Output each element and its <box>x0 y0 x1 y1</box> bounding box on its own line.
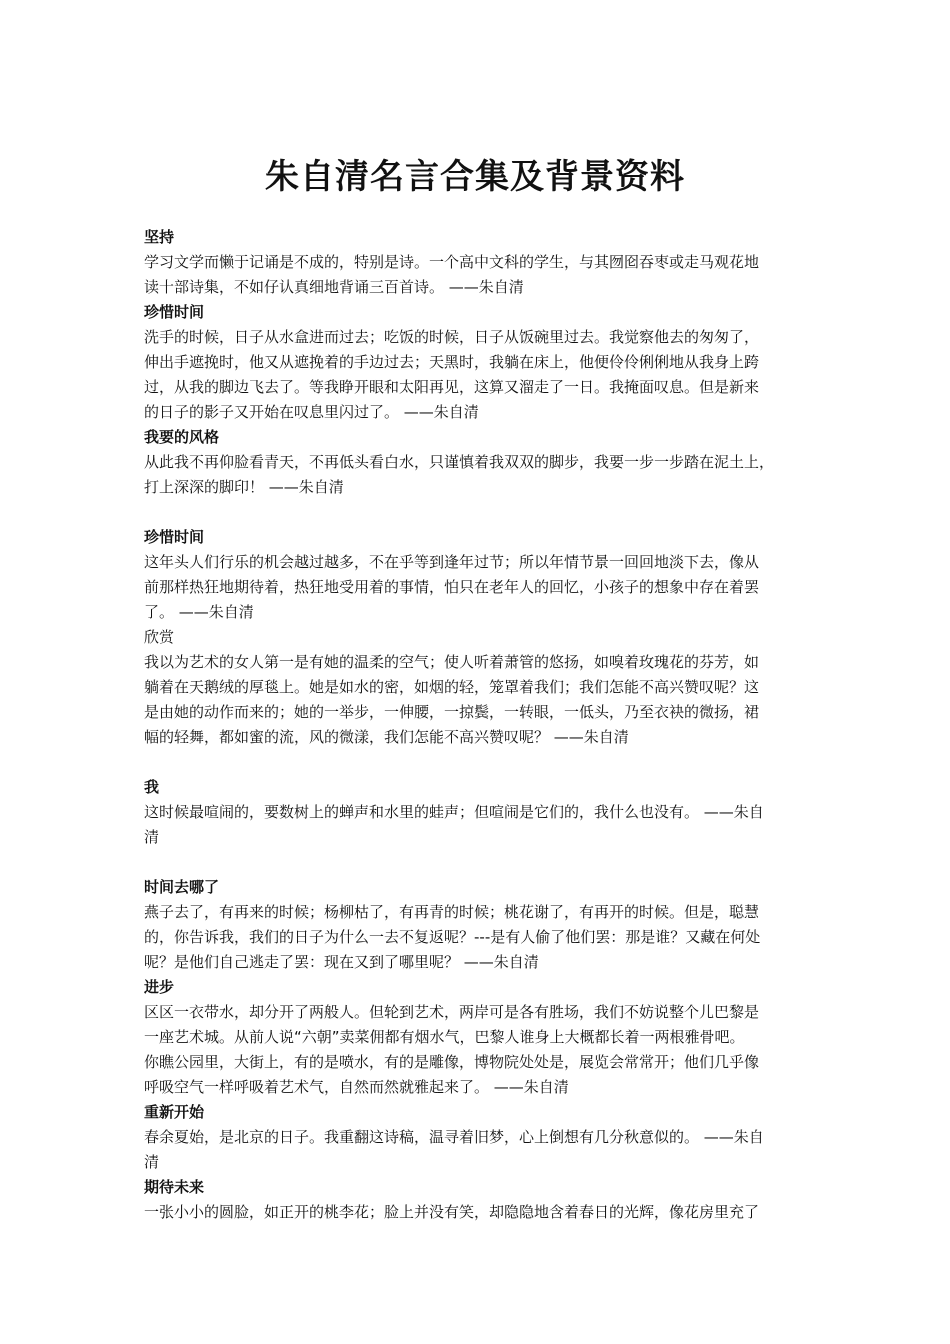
quote-line: 区区一衣带水，却分开了两般人。但轮到艺术，两岸可是各有胜场，我们不妨说整个儿巴黎是 <box>144 1003 760 1021</box>
quote-line: 我以为艺术的女人第一是有她的温柔的空气；使人听着萧管的悠扬，如嗅着玫瑰花的芬芳，如 <box>144 653 760 671</box>
quote-line: 前那样热狂地期待着，热狂地受用着的事情，怕只在老年人的回忆，小孩子的想象中存在着罢 <box>144 578 760 596</box>
quote-line: 一张小小的圆脸，如正开的桃李花；脸上并没有笑，却隐隐地含着春日的光辉，像花房里充了 <box>144 1203 760 1221</box>
quote-line: 从此我不再仰脸看青天，不再低头看白水，只谨慎着我双双的脚步，我要一步一步踏在泥土上， <box>144 453 775 471</box>
blank-line <box>144 850 812 875</box>
quote-line: 的，你告诉我，我们的日子为什么一去不复返呢？---是有人偷了他们罢：那是谁？又藏在何处 <box>144 928 761 946</box>
quote-line: 躺着在天鹅绒的厚毯上。她是如水的密，如烟的轻，笼罩着我们；我们怎能不高兴赞叹呢？这 <box>144 678 760 696</box>
section-heading: 期待未来 <box>144 1178 205 1196</box>
quote-line: 打上深深的脚印！ ——朱自清 <box>144 478 344 496</box>
quote-line: 洗手的时候，日子从水盒进而过去；吃饭的时候，日子从饭碗里过去。我觉察他去的匆匆了， <box>144 328 760 346</box>
quote-line: 这年头人们行乐的机会越过越多，不在乎等到逢年过节；所以年情节景一回回地淡下去，像从 <box>144 553 760 571</box>
section-heading: 进步 <box>144 978 175 996</box>
quote-line: 的日子的影子又开始在叹息里闪过了。 ——朱自清 <box>144 403 479 421</box>
quote-line: 燕子去了，有再来的时候；杨柳枯了，有再青的时候；桃花谢了，有再开的时候。但是，聪慧 <box>144 903 760 921</box>
section-heading: 珍惜时间 <box>144 303 205 321</box>
quote-line: 是由她的动作而来的；她的一举步，一伸腰，一掠鬓，一转眼，一低头，乃至衣袂的微扬，裙 <box>144 703 760 721</box>
blank-line <box>144 750 812 775</box>
quote-line: 春余夏始，是北京的日子。我重翻这诗稿，温寻着旧梦，心上倒想有几分秋意似的。 ——朱自 <box>144 1128 764 1146</box>
quote-line: 一座艺术城。从前人说“六朝”卖菜佣都有烟水气，巴黎人谁身上大概都长着一两根雅骨吧。 <box>144 1028 745 1046</box>
quote-line: 清 <box>144 1153 160 1171</box>
section-heading: 我要的风格 <box>144 428 220 446</box>
quote-line: 过，从我的脚边飞去了。等我睁开眼和太阳再见，这算又溜走了一日。我掩面叹息。但是新来 <box>144 378 760 396</box>
section-heading: 珍惜时间 <box>144 528 205 546</box>
quote-line: 呢？是他们自己逃走了罢：现在又到了哪里呢？ ——朱自清 <box>144 953 539 971</box>
document-body <box>144 225 812 1225</box>
quote-line: 学习文学而懒于记诵是不成的，特别是诗。一个高中文科的学生，与其囫囵吞枣或走马观花地 <box>144 253 760 271</box>
quote-line: 你瞧公园里，大街上，有的是喷水，有的是雕像，博物院处处是，展览会常常开；他们几乎像 <box>144 1053 760 1071</box>
quote-line: 清 <box>144 828 160 846</box>
quote-line: 了。 ——朱自清 <box>144 603 254 621</box>
section-heading: 欣赏 <box>144 628 175 646</box>
page-title: 朱自清名言合集及背景资料 <box>265 157 685 197</box>
quote-line: 伸出手遮挽时，他又从遮挽着的手边过去；天黑时，我躺在床上，他便伶伶俐俐地从我身上跨 <box>144 353 760 371</box>
blank-line <box>144 500 812 525</box>
quote-line: 读十部诗集，不如仔认真细地背诵三百首诗。 ——朱自清 <box>144 278 524 296</box>
section-heading: 重新开始 <box>144 1103 205 1121</box>
quote-line: 幅的轻舞，都如蜜的流，风的微漾，我们怎能不高兴赞叹呢？ ——朱自清 <box>144 728 629 746</box>
section-heading: 坚持 <box>144 228 175 246</box>
quote-line: 这时候最喧闹的，要数树上的蝉声和水里的蛙声；但喧闹是它们的，我什么也没有。 ——朱自 <box>144 803 764 821</box>
section-heading: 时间去哪了 <box>144 878 220 896</box>
quote-line: 呼吸空气一样呼吸着艺术气，自然而然就雅起来了。 ——朱自清 <box>144 1078 569 1096</box>
section-heading: 我 <box>144 778 160 796</box>
